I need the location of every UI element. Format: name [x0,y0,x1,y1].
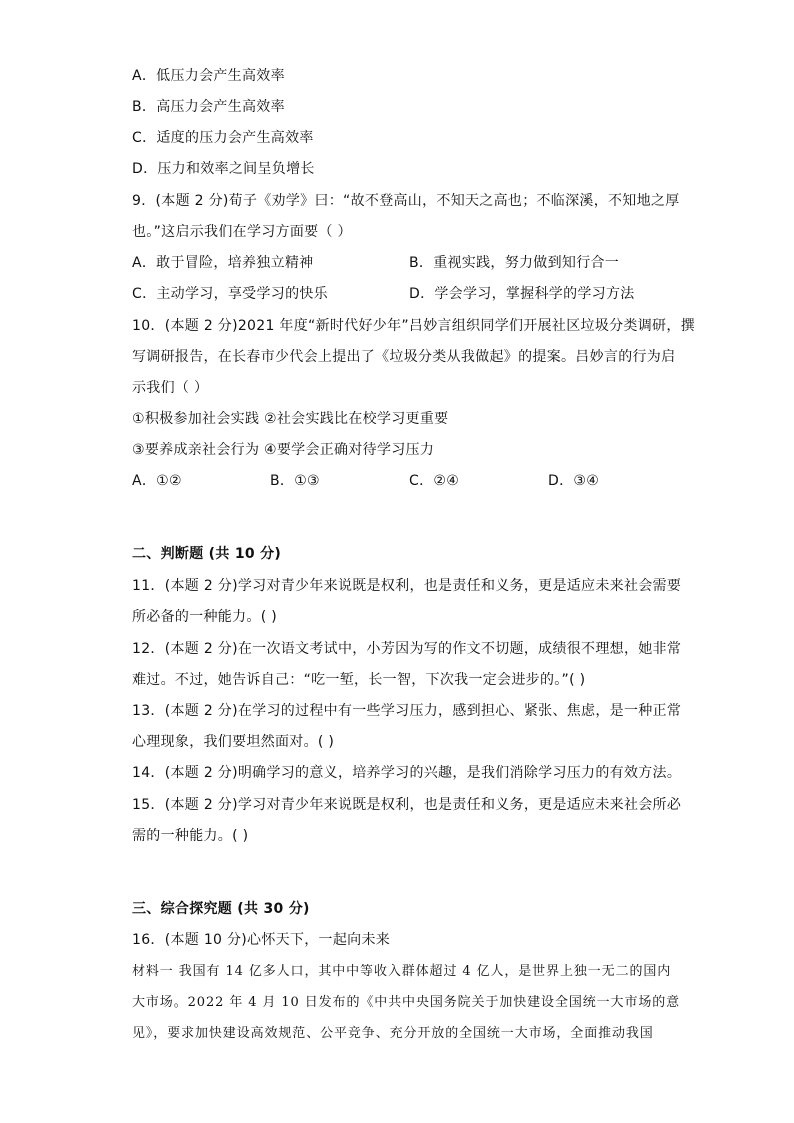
q8-option-a: A．低压力会产生高效率 [132,68,285,84]
q16-title: 16．(本题 10 分)心怀天下，一起向未来 [132,932,391,948]
section-2-title: 二、判断题 (共 10 分) [132,546,282,562]
q8-option-c: C．适度的压力会产生高效率 [132,130,314,146]
q9-option-c: C．主动学习，享受学习的快乐 [132,286,328,302]
section-3-title: 三、综合探究题 (共 30 分) [132,901,310,917]
q10-stem-line2: 写调研报告，在长春市少代会上提出了《垃圾分类从我做起》的提案。吕妙言的行为启 [132,349,676,365]
q9-stem-line2: 也。”这启示我们在学习方面要（ ） [132,224,352,240]
q9-option-a: A．敢于冒险，培养独立精神 [132,255,314,271]
q10-option-c: C．②④ [409,473,460,489]
q15-line1: 15．(本题 2 分)学习对青少年来说既是权利，也是责任和义务，更是适应未来社会所必 [132,797,682,813]
material-1-line1: 材料一 我国有 14 亿多人口，其中中等收入群体超过 4 亿人，是世界上独一无二的国内 [132,964,672,979]
q11-line1: 11．(本题 2 分)学习对青少年来说既是权利，也是责任和义务，更是适应未来社会需要 [132,578,682,594]
material-1-line2: 大市场。2022 年 4 月 10 日发布的《中共中央国务院关于加快建设全国统一大市场的意 [132,995,681,1010]
material-1-line3: 见》，要求加快建设高效规范、公平竞争、充分开放的全国统一大市场，全面推动我国 [132,1026,654,1041]
q8-option-b: B．高压力会产生高效率 [132,99,285,115]
q9-option-b: B．重视实践，努力做到知行合一 [409,255,620,271]
q10-statements-2: ③要养成亲社会行为 ④要学会正确对待学习压力 [132,442,435,458]
q8-option-d: D．压力和效率之间呈负增长 [132,161,315,177]
q13-line2: 心理现象，我们要坦然面对。( ) [132,734,335,750]
q13-line1: 13．(本题 2 分)在学习的过程中有一些学习压力，感到担心、紧张、焦虑，是一种正常 [132,703,682,719]
q12-line2: 难过。不过，她告诉自己：“吃一堑，长一智，下次我一定会进步的。”( ) [132,672,586,688]
q10-stem-line3: 示我们（ ） [132,380,209,396]
q11-line2: 所必备的一种能力。( ) [132,609,277,625]
q9-stem-line1: 9．(本题 2 分)荀子《劝学》曰：“故不登高山，不知天之高也；不临深溪，不知地之厚 [132,193,680,209]
q10-option-b: B．①③ [270,473,320,489]
q10-option-d: D．③④ [548,473,600,489]
q9-option-d: D．学会学习，掌握科学的学习方法 [409,286,635,302]
q10-stem-line1: 10．(本题 2 分)2021 年度“新时代好少年”吕妙言组织同学们开展社区垃圾分类调研，撰 [132,318,695,334]
q10-option-a: A．①② [132,473,182,489]
q12-line1: 12．(本题 2 分)在一次语文考试中，小芳因为写的作文不切题，成绩很不理想，她非常 [132,641,682,657]
q10-statements-1: ①积极参加社会实践 ②社会实践比在校学习更重要 [132,411,449,427]
q14-line1: 14．(本题 2 分)明确学习的意义，培养学习的兴趣，是我们消除学习压力的有效方法。 [132,765,682,781]
q15-line2: 需的一种能力。( ) [132,828,249,844]
